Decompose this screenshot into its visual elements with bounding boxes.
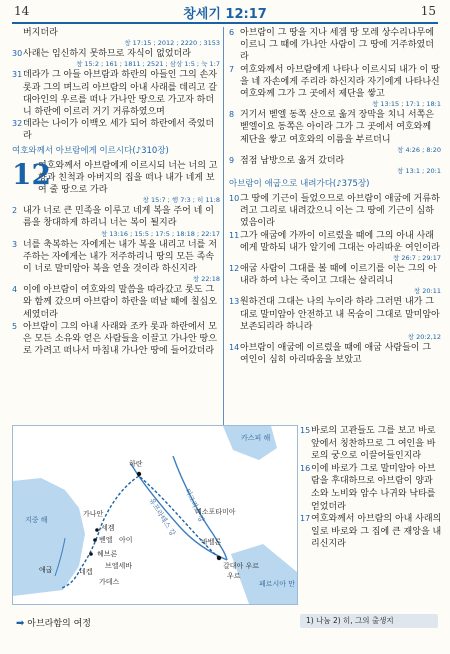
- section-heading: 여호와께서 아브람에게 이르시다(♪310장): [12, 145, 169, 156]
- cross-reference: 창 4:26 ; 8:20: [397, 145, 441, 154]
- hebron-dot: [89, 552, 93, 556]
- left-text-column: [12, 27, 220, 357]
- verse: [229, 193, 441, 230]
- page-number-left: 14: [14, 4, 30, 18]
- verse-number: 13: [229, 297, 240, 307]
- verse: [12, 205, 220, 229]
- verse-text: 여호와께서 아브람의 아내 사래의 일로 바로와 그 집에 큰 재앙을 내리신지라: [311, 514, 442, 550]
- verse-text: 이에 바로가 그로 말미암아 아브람을 후대하므로 아브람이 양과 소와 노비와 암수 나귀와 낙타를 얻었더라: [311, 463, 436, 512]
- verse-number: 10: [229, 194, 240, 204]
- verse: [229, 64, 441, 101]
- verse-text: 내가 너로 큰 민족을 이루고 네게 복을 주어 네 이름을 창대하게 하리니 너는 복이 될지라: [23, 206, 214, 229]
- map-label-caspian: 카스피 해: [241, 434, 271, 442]
- verse-number: 7: [229, 64, 235, 74]
- map-label-mediterranean: 지중 해: [25, 516, 48, 524]
- verse-text: 거기서 벧엘 동쪽 산으로 옮겨 장막을 치니 서쪽은 벧엘이요 동쪽은 아이라 그가 그 곳에서 여호와께 제단을 쌓고 여호와의 이름을 부르더니: [240, 110, 434, 145]
- verse-text: 아브람이 그의 아내 사래와 조카 롯과 하란에서 모은 모든 소유와 얻은 사람들을 이끌고 가나안 땅으로 가려고 떠나서 마침내 가나안 땅에 들어갔더라: [23, 321, 217, 357]
- map-label-hebron: 헤브론: [97, 550, 118, 558]
- cross-reference: 창 13:16 ; 15:5 ; 17:5 ; 18:18 ; 22:17: [100, 229, 220, 238]
- verse: [229, 342, 441, 366]
- verse-number: 17: [300, 514, 311, 524]
- map-label-tigris: 티그리스 강: [183, 487, 206, 524]
- page-number-right: 15: [420, 4, 436, 18]
- verse-number: 4: [12, 285, 18, 295]
- verse-number: 12: [229, 264, 240, 274]
- verse-text: 아브람이 그 땅을 지나 세겜 땅 모레 상수리나무에 이르니 그 때에 가나안 사람이 그 땅에 거주하였더라: [240, 28, 434, 63]
- ur-dot: [217, 556, 221, 560]
- map-label-canaan: 가나안: [83, 510, 104, 518]
- verse-text: 버지더라: [23, 28, 58, 38]
- map-label-ai: 아이: [119, 536, 133, 544]
- verse: [229, 230, 441, 254]
- map-label-ur: 우르: [227, 572, 241, 580]
- verse-text: 원하건대 그대는 나의 누이라 하라 그러면 내가 그대로 말미암아 안전하고 내 목숨이 그대로 말미암아 보존되리라 하니라: [240, 297, 440, 332]
- map-label-negev: 네겝: [79, 568, 93, 576]
- map-label-mesopotamia: 메소포타미아: [195, 508, 236, 516]
- cross-reference: 창 26:7 ; 29:17: [393, 254, 441, 263]
- verse-text: 점점 남방으로 옮겨 갔더라: [240, 155, 345, 166]
- verse: [12, 284, 220, 321]
- cross-reference: 창 15:7 ; 행 7:3 ; 히 11:8: [142, 196, 220, 205]
- verse-text: 여호와께서 아브람에게 나타나 이르시되 내가 이 땅을 네 자손에게 주리라 하신지라 자기에게 나타나신 여호와께 그가 그 곳에서 제단을 쌓고: [240, 64, 440, 100]
- verse-text: 이에 아브람이 여호와의 말씀을 따라갔고 롯도 그와 함께 갔으며 아브람이 하란을 떠날 때에 칠십오 세였더라: [23, 285, 217, 320]
- map-label-babylon: 바벨론: [201, 538, 222, 546]
- chapter-reference-title: 창세기 12:17: [183, 7, 267, 22]
- verse: [229, 263, 441, 287]
- verse: [12, 118, 220, 142]
- map-label-euphrates: 유프라테스 강: [147, 496, 177, 538]
- cross-reference: 창 20:11: [413, 287, 441, 296]
- journey-map: [12, 425, 298, 605]
- verse-text: 여호와께서 아브람에게 이르시되 너는 너의 고향과 친척과 아버지의 집을 떠나 내가 네게 보여 줄 땅으로 가라: [38, 160, 218, 196]
- verse-text: 아브람이 애굽에 이르렀을 때에 애굽 사람들이 그 여인이 심히 아리따움을 보았고: [240, 343, 432, 366]
- map-label-egypt: 애굽: [39, 566, 53, 574]
- map-caption-text: 아브라함의 여정: [27, 619, 91, 629]
- bethel-dot: [93, 538, 97, 542]
- map-label-kadesh: 가데스: [99, 578, 120, 586]
- cross-reference: 창 15:2 ; 161 ; 1811 ; 2521 ; 삼상 1:5 ; 눅 1:7: [76, 60, 220, 69]
- verse: [12, 239, 220, 276]
- cross-reference: 창 20:2,12: [407, 333, 441, 342]
- section-heading: 아브람이 애굽으로 내려가다(♪375장): [229, 179, 370, 190]
- verse: [300, 425, 442, 463]
- map-caption: [16, 616, 91, 629]
- verse-number: 3: [12, 239, 18, 249]
- verse-number: 14: [229, 343, 240, 353]
- verse-number: 2: [12, 206, 18, 216]
- verse-text: 그 땅에 기근이 들었으므로 아브람이 애굽에 거류하려고 그리로 내려갔으니 이는 그 땅에 기근이 심하였음이라: [240, 194, 440, 229]
- verse: [12, 69, 220, 118]
- cross-reference: 창 13:15 ; 17:1 ; 18:1: [372, 100, 441, 109]
- verse: [229, 155, 441, 167]
- right-text-column: [229, 27, 441, 366]
- verse: [12, 321, 220, 358]
- verse-number: 6: [229, 28, 235, 37]
- chapter-start: [12, 157, 220, 197]
- chapter-number: 12: [12, 157, 51, 191]
- map-label-shechem: 세겜: [101, 524, 115, 532]
- header-rule: [12, 22, 438, 24]
- verse: [12, 48, 220, 60]
- map-label-persian-gulf: 페르시아 만: [259, 580, 296, 588]
- verse-text: 데라가 그 아들 아브람과 하란의 아들인 그의 손자 롯과 그의 며느리 아브람의 아내 사래를 데리고 갈대아인의 우르를 떠나 가나안 땅으로 가고자 하더니 하란에 이르러 거기 거류하였으며: [23, 70, 217, 118]
- cross-reference: 창 22:18: [192, 275, 220, 284]
- haran-dot: [137, 472, 141, 476]
- shechem-dot: [95, 528, 99, 532]
- map-label-beersheba: 브엘세바: [105, 562, 133, 570]
- verse: [300, 513, 442, 551]
- page-header: [0, 0, 450, 22]
- footnote-box: 1) 나눔 2) 히, 그의 출생지: [300, 614, 438, 628]
- verse-text: 너를 축복하는 자에게는 내가 복을 내리고 너를 저주하는 자에게는 내가 저주하리니 땅의 모든 족속이 너로 말미암아 복을 얻을 것이라 하신지라: [23, 239, 217, 275]
- verse-text: 그가 애굽에 가까이 이르렀을 때에 그의 아내 사래에게 말하되 내가 알기에 그대는 아리따운 여인이라: [240, 230, 440, 253]
- cross-reference: 창 17:15 ; 2012 ; 2220 ; 3153: [124, 39, 220, 48]
- verse-number: 30: [12, 49, 23, 59]
- verse-number: 16: [300, 463, 311, 473]
- verse: [229, 296, 441, 333]
- verse-number: 11: [229, 230, 240, 240]
- verse-number: 31: [12, 70, 23, 80]
- arrow-right-icon: ➡: [16, 618, 25, 629]
- verse-text: 애굽 사람이 그대를 볼 때에 이르기를 이는 그의 아내라 하여 나는 죽이고 그대는 살리리니: [240, 264, 437, 287]
- verse: [300, 463, 442, 513]
- verse-number: 32: [12, 119, 23, 129]
- verse-text: 데라는 나이가 이백오 세가 되어 하란에서 죽었더라: [23, 119, 215, 142]
- verse-number: 15: [300, 426, 311, 435]
- verse: [12, 27, 220, 39]
- map-svg: [13, 426, 297, 604]
- map-label-haran: 하란: [129, 460, 143, 468]
- verse-number: 9: [229, 155, 235, 165]
- verse: [229, 27, 441, 64]
- column-divider: [223, 27, 224, 425]
- map-label-chaldea: 갈대아 우르: [223, 562, 260, 570]
- verse-number: 5: [12, 321, 18, 331]
- verse-number: 8: [229, 110, 235, 120]
- verse-text: 사래는 임신하지 못하므로 자식이 없었더라: [23, 49, 191, 60]
- lower-right-column: [300, 425, 442, 551]
- map-label-bethel: 벧엘: [99, 536, 113, 544]
- cross-reference: 창 13:1 ; 20:1: [397, 167, 441, 176]
- verse: [229, 109, 441, 146]
- verse-text: 바로의 고관들도 그를 보고 바로 앞에서 칭찬하므로 그 여인을 바로의 궁으로 이끌어들인지라: [311, 426, 436, 462]
